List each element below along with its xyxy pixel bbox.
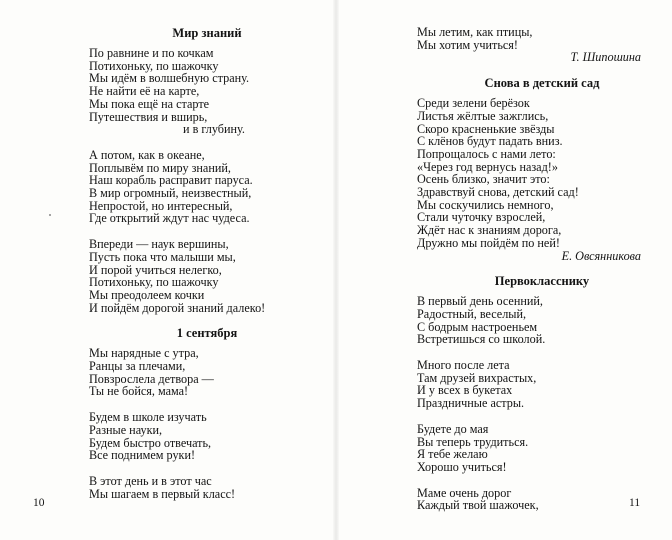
- poem-line: Среди зелени берёзок: [417, 96, 530, 111]
- poem-line: Будем быстро отвечать,: [89, 435, 212, 450]
- poem-line: Где открытий ждут нас чудеса.: [89, 211, 250, 226]
- poem-line: В этот день и в этот час: [89, 473, 212, 488]
- poem-line: Потихоньку, по шажочку: [89, 58, 219, 73]
- poem-line: Радостный, веселый,: [417, 306, 527, 321]
- poem-gap: [417, 262, 667, 274]
- poem-gap: [417, 64, 667, 76]
- poem-line: Мы летим, как птицы,: [417, 25, 533, 39]
- poem-line: Ты не бойся, мама!: [89, 384, 189, 399]
- poem-line: Разные науки,: [89, 422, 163, 437]
- poem-line: Мы соскучились немного,: [417, 197, 554, 212]
- poem-line: По равнине и по кочкам: [89, 46, 214, 60]
- poem-line: Дружно мы пойдём по ней!: [417, 235, 560, 250]
- page-number: 11: [629, 497, 641, 509]
- poem-title: Снова в детский сад: [484, 76, 600, 91]
- left-text-column: [89, 26, 325, 500]
- poem-line: В мир огромный, неизвестный,: [89, 186, 252, 201]
- poem-author: Е. Овсянникова: [561, 248, 641, 263]
- right-page: [336, 0, 672, 540]
- poem-title: 1 сентября: [176, 326, 238, 341]
- stanza-gap: [417, 410, 667, 423]
- poem-line: Мы пока ещё на старте: [89, 96, 210, 111]
- poem-line: Мы идём в волшебную страну.: [89, 71, 250, 86]
- poem-line: Впереди — наук вершины,: [89, 237, 229, 252]
- poem-line: Скоро красненькие звёзды: [417, 121, 555, 136]
- poem-line: Ждёт нас к знаниям дорога,: [417, 223, 562, 238]
- poem-line: Мы хотим учиться!: [417, 37, 518, 52]
- poem-title: Мир знаний: [172, 26, 242, 40]
- poem-line: С бодрым настроеньем: [417, 319, 538, 334]
- poem-line: Мы нарядные с утра,: [89, 346, 199, 361]
- poem-line: Поплывём по миру знаний,: [89, 160, 231, 175]
- page-number: 10: [33, 497, 45, 509]
- poem-line: Будем в школе изучать: [89, 410, 207, 425]
- poem-line: Стали чуточку взрослей,: [417, 210, 546, 225]
- poem-line: Здравствуй снова, детский сад!: [417, 185, 579, 200]
- poem-line: Непростой, но интересный,: [89, 198, 233, 213]
- poem-line: Попрощалось с нами лето:: [417, 146, 556, 161]
- poem-title: Первокласснику: [494, 274, 590, 289]
- paper-speck: [49, 214, 51, 216]
- poem-line: Будете до мая: [417, 421, 489, 436]
- poem-line: Листья жёлтые зажглись,: [417, 108, 549, 123]
- poem-line: Много после лета: [417, 358, 510, 373]
- poem-gap: [89, 314, 325, 326]
- poem-line: Встретишься со школой.: [417, 332, 546, 347]
- poem-line: Каждый твой шажочек,: [417, 498, 539, 513]
- poem-line: С клёнов будут падать вниз.: [417, 134, 563, 149]
- right-text-column: [417, 26, 667, 512]
- poem-line: Мы преодолеем кочки: [89, 287, 205, 302]
- poem-line: «Через год вернусь назад!»: [417, 159, 558, 174]
- poem-line: Праздничные астры.: [417, 396, 525, 411]
- poem-line: А потом, как в океане,: [89, 147, 205, 162]
- poem-line: Мы шагаем в первый класс!: [89, 486, 236, 501]
- poem-line: В первый день осенний,: [417, 294, 543, 309]
- poem-line: Путешествия и вширь,: [89, 109, 208, 124]
- poem-line: Все поднимем руки!: [89, 448, 196, 463]
- poem-author: Т. Шипошина: [570, 50, 641, 65]
- poem-line: Пусть пока что малыши мы,: [89, 249, 236, 264]
- poem-line: И порой учиться нелегко,: [89, 262, 222, 277]
- poem-line: Ранцы за плечами,: [89, 359, 186, 374]
- poem-line: и в глубину.: [183, 122, 245, 137]
- stanza-gap: [89, 136, 325, 149]
- poem-line: Не найти её на карте,: [89, 84, 200, 99]
- poem-line: Хорошо учиться!: [417, 459, 507, 474]
- poem-line: И у всех в букетах: [417, 383, 513, 398]
- poem-line: Я тебе желаю: [417, 447, 488, 462]
- stanza-gap: [417, 474, 667, 487]
- poem-line: Наш корабль расправит паруса.: [89, 173, 253, 188]
- poem-line: Вы теперь трудиться.: [417, 434, 529, 449]
- poem-line: Маме очень дорог: [417, 485, 512, 500]
- poem-line: Осень близко, значит это:: [417, 172, 550, 187]
- poem-line: Повзрослела детвора —: [89, 371, 214, 386]
- poem-line: Там друзей вихрастых,: [417, 370, 537, 385]
- poem-line: И пойдём дорогой знаний далеко!: [89, 300, 266, 315]
- poem-line: Потихоньку, по шажочку: [89, 275, 219, 290]
